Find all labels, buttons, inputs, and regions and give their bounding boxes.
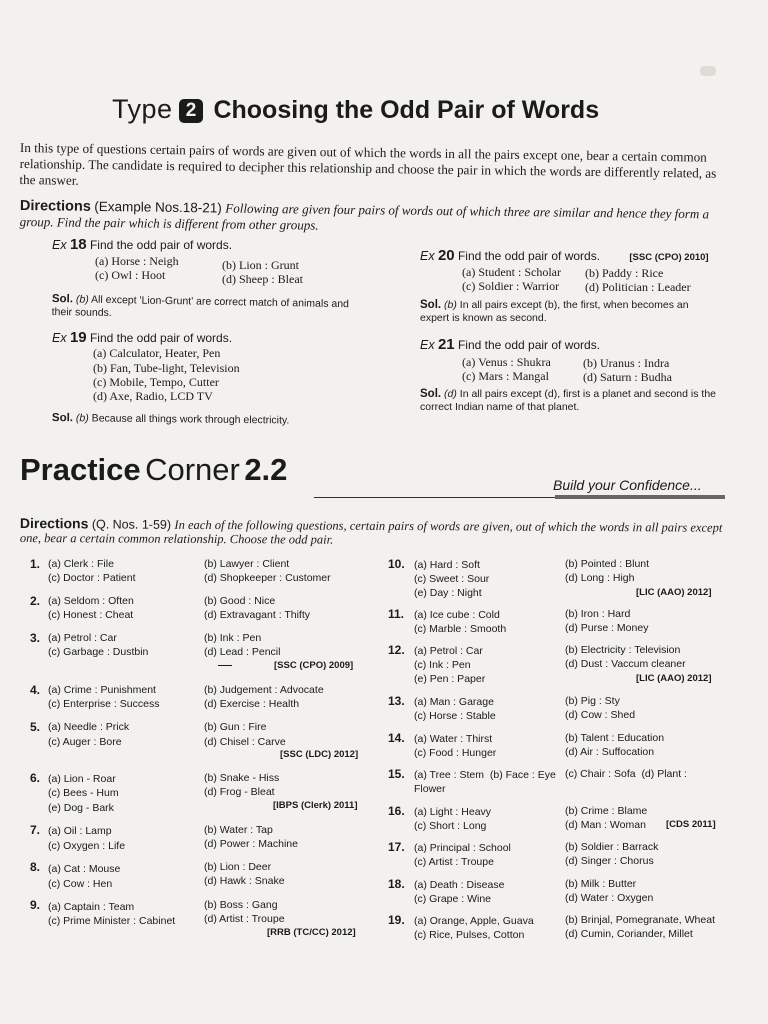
question-number: 14.: [388, 731, 405, 745]
exam-source: [LIC (AAO) 2012]: [636, 673, 712, 684]
exam-source: [IBPS (Clerk) 2011]: [273, 800, 358, 811]
option: (d) Axe, Radio, LCD TV: [93, 389, 213, 403]
option: (b) Electricity : Television: [565, 644, 681, 656]
example-number: 18: [69, 236, 87, 253]
option: (c) Honest : Cheat: [48, 609, 134, 621]
option: (d) Chisel : Carve: [204, 736, 286, 748]
option: (d) Shopkeeper : Customer: [204, 572, 331, 584]
example-19-heading: [52, 329, 232, 346]
option: (d) Exercise : Health: [204, 698, 300, 710]
question-4: [30, 683, 380, 713]
option: (c) Marble : Smooth: [414, 623, 507, 635]
question-13: [388, 694, 728, 724]
type-number-badge: 2: [179, 99, 203, 123]
example-18-heading: [52, 236, 232, 253]
option-continuation: Flower: [414, 783, 446, 795]
question-9: [30, 898, 365, 942]
directions-range: (Q. Nos. 1-59): [91, 517, 172, 532]
option: (c) Mars : Mangal: [462, 369, 549, 383]
option: (d) Lead : Pencil: [204, 646, 281, 658]
option: (d) Extravagant : Thifty: [204, 609, 311, 621]
example-number: 20: [437, 247, 455, 264]
question-17: [388, 840, 728, 870]
question-number: 16.: [388, 804, 405, 818]
example-prompt: Find the odd pair of words.: [89, 238, 233, 252]
option: (a) Principal : School: [414, 842, 511, 854]
directions-label: Directions: [19, 515, 89, 532]
question-number: 19.: [388, 913, 405, 927]
question-number: 11.: [388, 607, 405, 621]
exam-source: [SSC (CPO) 2010]: [629, 252, 709, 263]
option: (a) Oil : Lamp: [48, 825, 112, 837]
question-6: [30, 771, 365, 819]
example-number: 19: [69, 329, 87, 346]
option: (b) Lion : Grunt: [222, 258, 299, 272]
option: (b) Boss : Gang: [204, 899, 278, 911]
option: (b) Uranus : Indra: [583, 356, 670, 370]
option: (c) Grape : Wine: [414, 893, 492, 905]
option: (a) Venus : Shukra: [462, 355, 551, 369]
option: (b) Soldier : Barrack: [565, 841, 659, 853]
option: (d) Cow : Shed: [565, 709, 636, 721]
example-prompt: Find the odd pair of words.: [457, 249, 601, 263]
option: (c) Horse : Stable: [414, 710, 496, 722]
question-number: 3.: [30, 631, 41, 645]
example-prompt: Find the odd pair of words.: [89, 331, 233, 345]
option: (a) Death : Disease: [414, 879, 505, 891]
option: (b) Lion : Deer: [204, 861, 272, 873]
option: (a) Calculator, Heater, Pen: [93, 346, 221, 360]
example-19-solution: [52, 412, 352, 428]
directions-label: Directions: [19, 198, 91, 215]
question-14: [388, 731, 728, 761]
option: (b) Lawyer : Client: [204, 558, 290, 570]
question-3: [30, 631, 365, 675]
question-18: [388, 877, 728, 907]
option: (e) Pen : Paper: [414, 673, 486, 685]
example-21-heading: [420, 336, 600, 353]
option: (d) Hawk : Snake: [204, 875, 285, 887]
directions-range: (Example Nos.18-21): [94, 198, 222, 216]
option: (c) Garbage : Dustbin: [48, 646, 149, 658]
question-10: [388, 557, 728, 603]
option-pair: (c) Chair : Sofa (d) Plant :: [565, 768, 687, 780]
option: (c) Ink : Pen: [414, 659, 471, 671]
type-word: Type: [112, 94, 173, 124]
question-2: [30, 594, 380, 624]
solution-label: Sol.: [420, 299, 442, 311]
option: (d) Purse : Money: [565, 622, 649, 634]
exam-source: [LIC (AAO) 2012]: [636, 587, 712, 598]
question-11: [388, 607, 728, 637]
option: (a) Crime : Punishment: [48, 684, 156, 696]
solution-label: Sol.: [420, 388, 442, 400]
option: (d) Air : Suffocation: [565, 746, 655, 758]
option: (a) Clerk : File: [48, 558, 114, 570]
option: (c) Oxygen : Life: [48, 840, 126, 852]
option: (c) Soldier : Warrior: [462, 279, 560, 293]
solution-option: (b): [444, 299, 457, 311]
question-number: 1.: [30, 557, 41, 571]
option: (a) Man : Garage: [414, 696, 494, 708]
option: (b) Iron : Hard: [565, 608, 631, 620]
option: (a) Hard : Soft: [414, 559, 480, 571]
option: (d) Dust : Vaccum cleaner: [565, 658, 686, 670]
example-20-heading: [420, 247, 709, 264]
example-prompt: Find the odd pair of words.: [457, 338, 601, 352]
example-18-solution: [52, 293, 362, 324]
option: (a) Petrol : Car: [414, 645, 483, 657]
option: (d) Politician : Leader: [585, 280, 691, 294]
example-20-solution: [420, 299, 720, 325]
exam-source: [SSC (CPO) 2009]: [274, 660, 354, 671]
exam-source: [RRB (TC/CC) 2012]: [267, 927, 356, 938]
type-heading: [112, 94, 599, 125]
question-number: 18.: [388, 877, 405, 891]
option: (b) Ink : Pen: [204, 632, 262, 644]
option: (e) Dog - Bark: [48, 802, 114, 814]
option: (b) Good : Nice: [204, 595, 276, 607]
option: (c) Artist : Troupe: [414, 856, 494, 868]
option: (c) Food : Hunger: [414, 747, 497, 759]
option: (a) Horse : Neigh: [95, 254, 179, 268]
option: (a) Orange, Apple, Guava: [414, 915, 534, 927]
question-15: [388, 767, 728, 797]
corner-word: Corner: [145, 452, 240, 487]
exam-source: [SSC (LDC) 2012]: [280, 749, 359, 760]
question-number: 9.: [30, 898, 41, 912]
solution-text: All except 'Lion-Grunt' are correct match of animals and their sounds.: [51, 293, 350, 320]
question-number: 5.: [30, 720, 41, 734]
option: (d) Sheep : Bleat: [222, 272, 303, 286]
option: (d) Frog - Bleat: [204, 786, 275, 798]
question-number: 12.: [388, 643, 405, 657]
example-21-solution: [420, 388, 720, 414]
dash-mark: [218, 665, 232, 666]
question-number: 6.: [30, 771, 41, 785]
option: (b) Judgement : Advocate: [204, 684, 324, 696]
option: (b) Talent : Education: [565, 732, 665, 744]
option: (b) Milk : Butter: [565, 878, 637, 890]
option: (d) Saturn : Budha: [583, 370, 672, 384]
option: (b) Snake - Hiss: [204, 772, 280, 784]
option: (a) Light : Heavy: [414, 806, 492, 818]
option: (a) Captain : Team: [48, 901, 135, 913]
option: (a) Student : Scholar: [462, 265, 561, 279]
option: (b) Crime : Blame: [565, 805, 648, 817]
option: (a) Lion - Roar: [48, 773, 116, 785]
question-1: [30, 557, 380, 587]
question-8: [30, 860, 380, 890]
option: (b) Fan, Tube-light, Television: [93, 361, 240, 375]
question-number: 13.: [388, 694, 405, 708]
question-number: 2.: [30, 594, 41, 608]
option: (d) Power : Machine: [204, 838, 298, 850]
question-7: [30, 823, 380, 853]
option: (a) Cat : Mouse: [48, 863, 121, 875]
option: (c) Short : Long: [414, 820, 487, 832]
type-title: Choosing the Odd Pair of Words: [213, 96, 600, 124]
solution-label: Sol.: [51, 412, 74, 425]
section-rule-accent: [555, 495, 725, 499]
option: (d) Long : High: [565, 572, 635, 584]
example-number: 21: [437, 336, 455, 353]
option: (d) Artist : Troupe: [204, 913, 285, 925]
option: (c) Doctor : Patient: [48, 572, 136, 584]
question-12: [388, 643, 728, 689]
option: (c) Prime Minister : Cabinet: [48, 915, 176, 927]
practice-word: Practice: [20, 452, 141, 487]
option: (d) Cumin, Coriander, Millet: [565, 928, 693, 940]
option-pair: (a) Tree : Stem (b) Face : Eye: [414, 769, 556, 781]
question-number: 10.: [388, 557, 405, 571]
option: (b) Brinjal, Pomegranate, Wheat: [565, 914, 715, 926]
option: (c) Sweet : Sour: [414, 573, 490, 585]
example-tag: Ex: [52, 238, 67, 252]
option: (c) Bees - Hum: [48, 787, 119, 799]
intro-paragraph: In this type of questions certain pairs of words are given out of which the words in all the pairs except one, bear a certain common relationship. The candidate is required to decipher this relationship and choose the pair in which the words are differently related, as the answer.: [19, 140, 717, 188]
option: (c) Cow : Hen: [48, 878, 113, 890]
question-number: 8.: [30, 860, 41, 874]
option: (a) Seldom : Often: [48, 595, 134, 607]
option: (b) Paddy : Rice: [585, 266, 664, 280]
directions-text: In each of the following questions, certain pairs of words are given, out of which the words in all pairs except one, bear a certain common relationship. Choose the odd pair.: [19, 517, 723, 547]
option: (b) Gun : Fire: [204, 721, 267, 733]
directions-practice: [20, 516, 725, 549]
option: (c) Owl : Hoot: [95, 268, 166, 282]
example-tag: Ex: [420, 338, 435, 352]
option: (d) Singer : Chorus: [565, 855, 654, 867]
solution-label: Sol.: [51, 293, 74, 306]
solution-option: (b): [75, 293, 89, 306]
scan-blemish: [700, 66, 716, 76]
solution-text: In all pairs except (d), first is a planet and second is the correct Indian name of that planet.: [420, 388, 716, 413]
exam-source: [CDS 2011]: [666, 819, 716, 830]
example-tag: Ex: [420, 249, 435, 263]
practice-tagline: Build your Confidence...: [553, 477, 702, 493]
question-number: 4.: [30, 683, 41, 697]
solution-text: Because all things work through electricity.: [91, 412, 290, 427]
option: (a) Petrol : Car: [48, 632, 117, 644]
option: (b) Water : Tap: [204, 824, 273, 836]
section-number: 2.2: [244, 452, 288, 487]
option: (b) Pointed : Blunt: [565, 558, 650, 570]
solution-option: (d): [444, 388, 457, 400]
question-5: [30, 720, 365, 764]
question-16: [388, 804, 728, 834]
option: (c) Rice, Pulses, Cotton: [414, 929, 525, 941]
option: (a) Water : Thirst: [414, 733, 493, 745]
solution-option: (b): [75, 412, 89, 425]
example-tag: Ex: [52, 331, 67, 345]
question-number: 17.: [388, 840, 405, 854]
option: (c) Auger : Bore: [48, 736, 122, 748]
directions-examples: [20, 198, 725, 239]
question-number: 15.: [388, 767, 405, 781]
practice-corner-title: [20, 452, 287, 488]
option: (a) Ice cube : Cold: [414, 609, 500, 621]
option: (e) Day : Night: [414, 587, 482, 599]
solution-text: In all pairs except (b), the first, when becomes an expert is known as second.: [420, 299, 689, 324]
option: (d) Water : Oxygen: [565, 892, 654, 904]
option: (c) Mobile, Tempo, Cutter: [93, 375, 219, 389]
option: (c) Enterprise : Success: [48, 698, 160, 710]
question-number: 7.: [30, 823, 41, 837]
directions-text: Following are given four pairs of words out of which three are similar and hence they form a group. Find the pair which is different from other groups.: [19, 200, 710, 233]
question-19: [388, 913, 728, 943]
option: (d) Man : Woman: [565, 819, 646, 831]
option: (b) Pig : Sty: [565, 695, 620, 707]
option: (a) Needle : Prick: [48, 721, 130, 733]
